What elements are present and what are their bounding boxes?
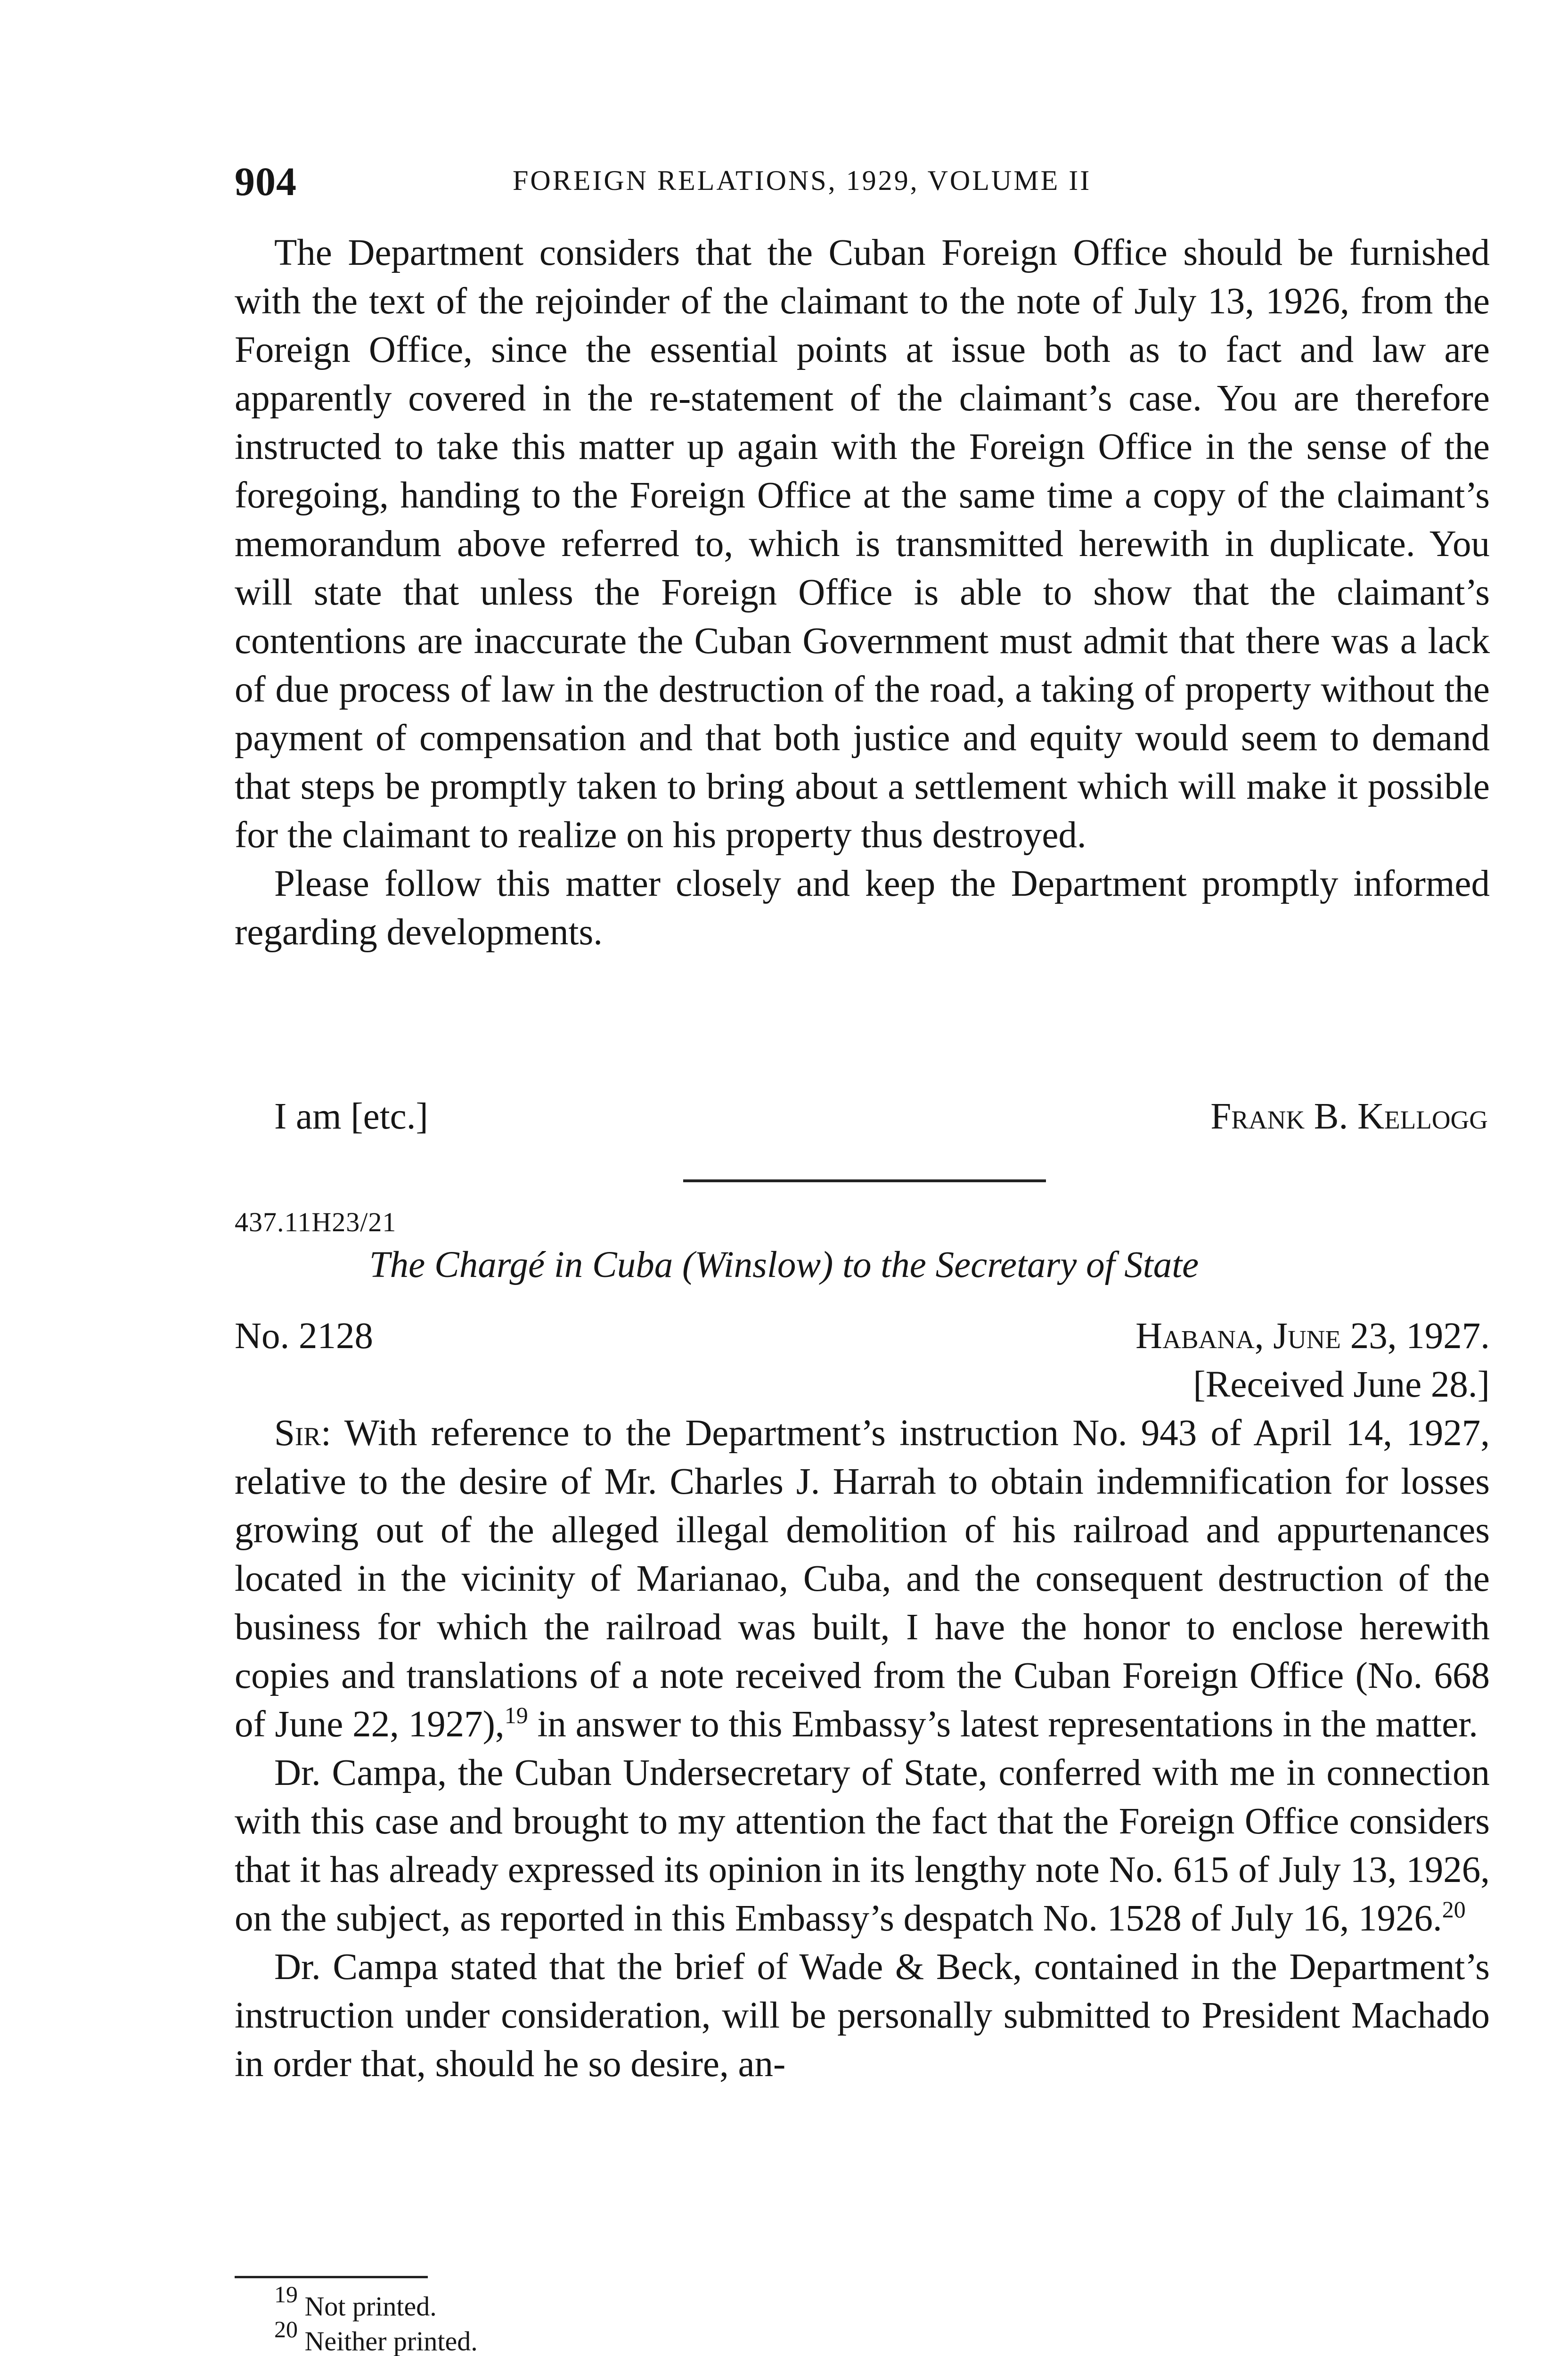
- despatch-body: [235, 1409, 1490, 2088]
- signature: Frank B. Kellogg: [1210, 1096, 1488, 1137]
- body-paragraph: [235, 1749, 1490, 1943]
- footnote-text: Not printed.: [304, 2291, 437, 2322]
- paragraph-text: : With reference to the Department’s instruction No. 943 of April 14, 1927, relative to the desire of Mr. Charles J. Harrah to obtain indemnification for losses growing out of the alleged illegal demolition of his railroad and appurtenances located in the vicinity of Marianao, Cuba, and the consequent destruction of the business for which the railroad was built, I have the honor to enclose herewith copies and translations of a note received from the Cuban Foreign Office (No. 668 of June 22, 1927),: [235, 1413, 1490, 1745]
- received-date: [Received June 28.]: [1193, 1364, 1490, 1405]
- paragraph-text: Dr. Campa, the Cuban Undersecretary of State, conferred with me in connection with this case and brought to my attention the fact that the Foreign Office considers that it has already expressed its opinion in its lengthy note No. 615 of July 13, 1926, on the subject, as reported in this Embassy’s despatch No. 1528 of July 16, 1926.: [235, 1752, 1490, 1939]
- section-divider: [683, 1179, 1046, 1182]
- body-paragraph: Dr. Campa stated that the brief of Wade & Beck, contained in the Department’s instruction under consideration, will be personally submitted to President Machado in order that, should he so desire, an-: [235, 1947, 1490, 2085]
- place-date: [1135, 1312, 1490, 1360]
- footnote-ref: 19: [504, 1702, 528, 1728]
- body-paragraph: [235, 1409, 1490, 1749]
- footnote-divider: [235, 2276, 428, 2278]
- running-title: FOREIGN RELATIONS, 1929, VOLUME II: [513, 165, 1092, 196]
- despatch-number: No. 2128: [235, 1316, 374, 1357]
- closing-line: [235, 1092, 1488, 1141]
- footnote-text: Neither printed.: [304, 2326, 478, 2356]
- file-number: 437.11H23/21: [235, 1207, 397, 1237]
- closing-text: I am [etc.]: [274, 1096, 428, 1137]
- paragraph-text-end: in answer to this Embassy’s latest representations in the matter.: [528, 1704, 1478, 1745]
- despatch-header: [235, 1312, 1490, 1405]
- body-paragraph: Please follow this matter closely and keep the Department promptly informed regarding developments.: [235, 863, 1490, 953]
- footnote-mark: 19: [274, 2281, 298, 2307]
- footnote-ref: 20: [1442, 1896, 1466, 1922]
- place-date-text: Habana, June 23, 1927.: [1135, 1316, 1490, 1357]
- letter-body: [235, 229, 1490, 957]
- page-number: 904: [235, 159, 297, 204]
- body-paragraph: The Department considers that the Cuban Foreign Office should be furnished with the text of the rejoinder of the claimant to the note of July 13, 1926, from the Foreign Office, since the essential points at issue both as to fact and law are apparently covered in the re-statement of the claimant’s case. You are therefore instructed to take this matter up again with the Foreign Office in the sense of the foregoing, handing to the Foreign Office at the same time a copy of the claimant’s memorandum above referred to, which is transmitted herewith in duplicate. You will state that unless the Foreign Office is able to show that the claimant’s contentions are inaccurate the Cuban Government must admit that there was a lack of due process of law in the destruction of the road, a taking of property without the payment of compensation and that both justice and equity would seem to demand that steps be promptly taken to bring about a settlement which will make it possible for the claimant to realize on his property thus destroyed.: [235, 232, 1490, 856]
- footnote: [235, 2316, 478, 2356]
- salutation: Sir: [274, 1413, 321, 1454]
- footnotes: [235, 2281, 478, 2356]
- footnote: [235, 2281, 478, 2324]
- document-title: The Chargé in Cuba (Winslow) to the Secretary of State: [369, 1244, 1199, 1285]
- footnote-mark: 20: [274, 2316, 298, 2342]
- page-header: [235, 158, 1488, 210]
